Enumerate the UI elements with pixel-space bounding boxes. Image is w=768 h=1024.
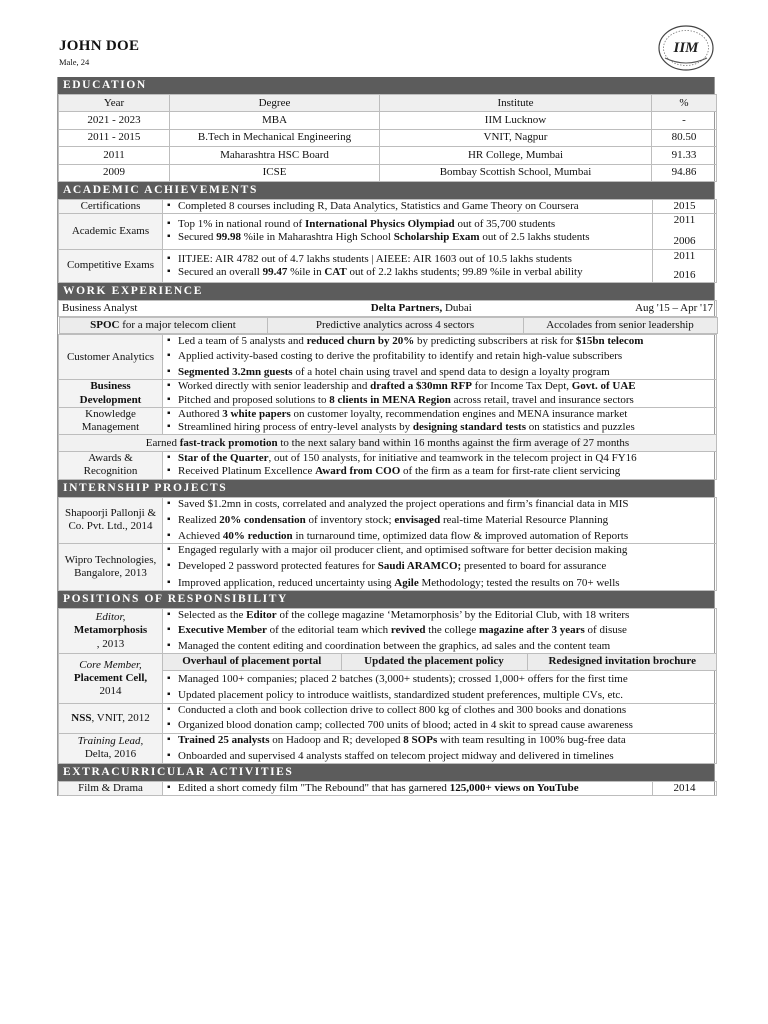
section-education-title: EDUCATION xyxy=(58,77,714,94)
list-item: ▪ Pitched and proposed solutions to 8 clients in MENA Region across retail, travel and insurance sectors xyxy=(166,394,713,407)
table-cell: 2021 - 2023 xyxy=(59,112,170,129)
list-item: ▪ Realized 20% condensation of inventory stock; envisaged real-time Material Resource Planning xyxy=(166,514,713,527)
table-row xyxy=(59,129,717,146)
section-internship-title: INTERNSHIP PROJECTS xyxy=(58,480,714,497)
table-row xyxy=(59,380,717,407)
table-row xyxy=(59,164,717,181)
work-table xyxy=(58,300,717,480)
list-item: ▪ Applied activity-based costing to derive the profitability to identify and retain high-value subscribers xyxy=(166,350,713,363)
highlight-cell: Predictive analytics across 4 sectors xyxy=(267,317,523,333)
table-cell: 94.86 xyxy=(652,164,717,181)
candidate-name: JOHN DOE xyxy=(59,38,140,54)
list-item: ▪ Managed the content editing and coordination between the graphics, ad sales and the content team xyxy=(166,640,713,653)
table-row xyxy=(59,544,717,591)
row-label: Film & Drama xyxy=(59,781,163,795)
table-cell: MBA xyxy=(170,112,380,129)
row-label: Editor, Metamorphosis , 2013 xyxy=(59,608,163,654)
education-table xyxy=(58,94,717,182)
list-item: ▪ Authored 3 white papers on customer loyalty, recommendation engines and MENA insurance market xyxy=(166,408,713,421)
list-item: ▪ Saved $1.2mn in costs, correlated and analyzed the project operations and firm’s financial data in MIS xyxy=(166,498,713,511)
table-cell: - xyxy=(652,112,717,129)
job-header-row xyxy=(59,300,717,316)
table-row xyxy=(59,608,717,654)
table-row xyxy=(59,452,717,479)
job-period: Aug '15 – Apr '17 xyxy=(635,301,713,314)
list-item: ▪ Engaged regularly with a major oil producer client, and optimised software for better decision making xyxy=(166,544,713,557)
table-cell: VNIT, Nagpur xyxy=(380,129,652,146)
section-extracurricular-title: EXTRACURRICULAR ACTIVITIES xyxy=(58,764,714,781)
list-item: ▪ Secured 99.98 %ile in Maharashtra High School Scholarship Exam out of 2.5 lakhs students xyxy=(166,231,649,244)
highlight-cell: SPOC for a major telecom client xyxy=(59,317,267,333)
table-row xyxy=(59,334,717,380)
row-label: Competitive Exams xyxy=(59,249,163,282)
column-header: Institute xyxy=(380,95,652,112)
row-label: Customer Analytics xyxy=(59,334,163,380)
year-cell: 2014 xyxy=(653,781,717,795)
list-item: ▪ Selected as the Editor of the college magazine ‘Metamorphosis’ by the Editorial Club, with 18 writers xyxy=(166,609,713,622)
highlight-cell: Overhaul of placement portal xyxy=(163,654,341,670)
table-cell: HR College, Mumbai xyxy=(380,147,652,164)
job-company: Delta Partners, Dubai xyxy=(370,301,472,314)
table-row xyxy=(59,147,717,164)
list-item: ▪ Trained 25 analysts on Hadoop and R; developed 8 SOPs with team resulting in 100% bug-free data xyxy=(166,734,713,747)
table-row xyxy=(59,407,717,434)
list-item: ▪ Secured an overall 99.47 %ile in CAT out of 2.2 lakhs students; 99.89 %ile in verbal ability xyxy=(166,266,649,279)
table-cell: B.Tech in Mechanical Engineering xyxy=(170,129,380,146)
list-item: ▪ Updated placement policy to introduce waitlists, standardized student preferences, multiple CVs, etc. xyxy=(166,689,713,702)
list-item: ▪ Organized blood donation camp; collected 700 units of blood; acted in 4 skit to spread cause awareness xyxy=(166,719,713,732)
column-header: Degree xyxy=(170,95,380,112)
job-role: Business Analyst xyxy=(62,301,138,314)
row-label: Awards & Recognition xyxy=(59,452,163,479)
resume-header xyxy=(57,36,717,76)
section-work-title: WORK EXPERIENCE xyxy=(58,283,714,300)
table-cell: Bombay Scottish School, Mumbai xyxy=(380,164,652,181)
highlight-cell: Updated the placement policy xyxy=(341,654,527,670)
list-item: ▪ Improved application, reduced uncertainty using Agile Methodology; tested the results on 70+ wells xyxy=(166,577,713,590)
candidate-subtitle: Male, 24 xyxy=(59,57,90,67)
table-cell: ICSE xyxy=(170,164,380,181)
list-item: ▪ IITJEE: AIR 4782 out of 4.7 lakhs students | AIEEE: AIR 1603 out of 10.5 lakhs students xyxy=(166,253,649,266)
section-por-title: POSITIONS OF RESPONSIBILITY xyxy=(58,591,714,608)
list-item: ▪ Top 1% in national round of International Physics Olympiad out of 35,700 students xyxy=(166,218,649,231)
list-item: ▪ Onboarded and supervised 4 analysts staffed on telecom project midway and delivered in timelines xyxy=(166,750,713,763)
highlight-cell: Redesigned invitation brochure xyxy=(527,654,717,670)
placement-highlights-strip xyxy=(163,654,717,671)
table-row xyxy=(59,704,717,733)
year-cell: 2011 2016 xyxy=(653,249,717,282)
column-header: % xyxy=(652,95,717,112)
list-item: ▪ Led a team of 5 analysts and reduced churn by 20% by predicting subscribers at risk for $15bn telecom xyxy=(166,335,713,348)
list-item: ▪ Segmented 3.2mn guests of a hotel chain using travel and spend data to design a loyalty program xyxy=(166,366,713,379)
row-label: Wipro Technologies, Bangalore, 2013 xyxy=(59,544,163,591)
list-item: ▪ Received Platinum Excellence Award from COO of the firm as a team for first-rate client servicing xyxy=(166,465,713,478)
list-item: ▪ Managed 100+ companies; placed 2 batches (3,000+ students); crossed 1,000+ offers for the first time xyxy=(166,673,713,686)
year-cell: 2011 2006 xyxy=(653,214,717,249)
list-item: ▪ Developed 2 password protected features for Saudi ARAMCO; presented to board for assurance xyxy=(166,560,713,573)
table-row xyxy=(59,654,717,704)
education-header-row xyxy=(59,95,717,112)
academic-table xyxy=(58,199,717,283)
list-item: ▪ Executive Member of the editorial team which revived the college magazine after 3 years of disuse xyxy=(166,624,713,637)
table-row xyxy=(59,733,717,763)
logo-text: IIM xyxy=(673,40,699,56)
table-row xyxy=(59,112,717,129)
table-cell: 2011 xyxy=(59,147,170,164)
list-item: ▪ Edited a short comedy film "The Rebound" that has garnered 125,000+ views on YouTube xyxy=(166,782,649,795)
row-label: Knowledge Management xyxy=(59,407,163,434)
section-academic-title: ACADEMIC ACHIEVEMENTS xyxy=(58,182,714,199)
column-header: Year xyxy=(59,95,170,112)
list-item: ▪ Streamlined hiring process of entry-level analysts by designing standard tests on statistics and puzzles xyxy=(166,421,713,434)
internship-table xyxy=(58,497,717,591)
row-label: Business Development xyxy=(59,380,163,407)
row-label: Academic Exams xyxy=(59,214,163,249)
table-row xyxy=(59,214,717,249)
highlight-cell: Accolades from senior leadership xyxy=(523,317,717,333)
row-label: Shapoorji Pallonji & Co. Pvt. Ltd., 2014 xyxy=(59,497,163,544)
table-cell: 2009 xyxy=(59,164,170,181)
row-label: Training Lead, Delta, 2016 xyxy=(59,733,163,763)
table-cell: 2011 - 2015 xyxy=(59,129,170,146)
resume-body xyxy=(57,77,715,796)
row-label: NSS, VNIT, 2012 xyxy=(59,704,163,733)
list-item: ▪ Achieved 40% reduction in turnaround time, optimized data flow & improved automation of Reports xyxy=(166,530,713,543)
list-item: ▪ Worked directly with senior leadership and drafted a $30mn RFP for Income Tax Dept, Govt. of UAE xyxy=(166,380,713,393)
extracurricular-table xyxy=(58,781,717,796)
table-row xyxy=(59,199,717,213)
table-row xyxy=(59,781,717,795)
row-label: Certifications xyxy=(59,199,163,213)
table-cell: Maharashtra HSC Board xyxy=(170,147,380,164)
row-label: Core Member, Placement Cell, 2014 xyxy=(59,654,163,704)
year-cell: 2015 xyxy=(653,199,717,213)
por-table xyxy=(58,608,717,764)
iim-logo xyxy=(657,24,715,72)
job-highlights-strip xyxy=(59,317,718,334)
promotion-note-row: Earned fast-track promotion to the next salary band within 16 months against the firm average of 27 months xyxy=(59,435,717,452)
table-cell: 80.50 xyxy=(652,129,717,146)
table-row xyxy=(59,249,717,282)
list-item: ▪ Star of the Quarter, out of 150 analysts, for initiative and teamwork in the telecom project in Q4 FY16 xyxy=(166,452,713,465)
table-row xyxy=(59,497,717,544)
list-item: ▪ Conducted a cloth and book collection drive to collect 800 kg of clothes and 300 books and donations xyxy=(166,704,713,717)
table-cell: 91.33 xyxy=(652,147,717,164)
table-cell: IIM Lucknow xyxy=(380,112,652,129)
list-item: ▪ Completed 8 courses including R, Data Analytics, Statistics and Game Theory on Coursera xyxy=(166,200,649,213)
